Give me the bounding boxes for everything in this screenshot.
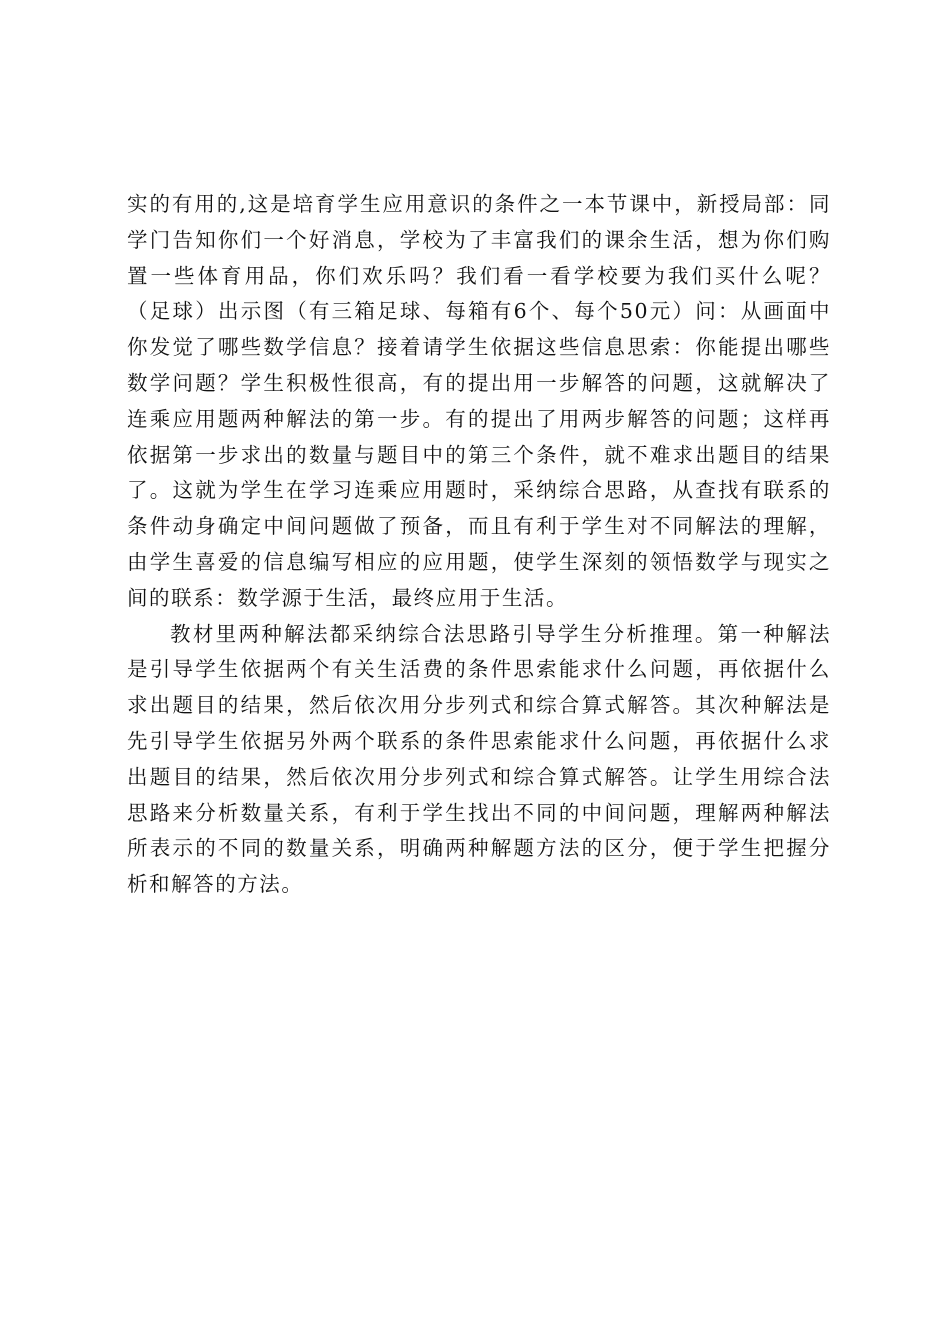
document-body: [127, 187, 831, 903]
paragraph-2: 教材里两种解法都采纳综合法思路引导学生分析推理。第一种解法是引导学生依据两个有关生活费的条件思索能求什么问题，再依据什么求出题目的结果，然后依次用分步列式和综合算式解答。其次种解法是先引导学生依据另外两个联系的条件思索能求什么问题，再依据什么求出题目的结果，然后依次用分步列式和综合算式解答。让学生用综合法思路来分析数量关系，有利于学生找出不同的中间问题，理解两种解法所表示的不同的数量关系，明确两种解题方法的区分，便于学生把握分析和解答的方法。: [127, 621, 831, 897]
paragraph-1: 实的有用的,这是培育学生应用意识的条件之一本节课中，新授局部：同学门告知你们一个好消息，学校为了丰富我们的课余生活，想为你们购置一些体育用品，你们欢乐吗？我们看一看学校要为我们买什么呢？（足球）出示图（有三箱足球、每箱有6个、每个50元）问：从画面中你发觉了哪些数学信息？接着请学生依据这些信息思索：你能提出哪些数学问题？学生积极性很高，有的提出用一步解答的问题，这就解决了连乘应用题两种解法的第一步。有的提出了用两步解答的问题；这样再依据第一步求出的数量与题目中的第三个条件，就不难求出题目的结果了。这就为学生在学习连乘应用题时，采纳综合思路，从查找有联系的条件动身确定中间问题做了预备，而且有利于学生对不同解法的理解，由学生喜爱的信息编写相应的应用题，使学生深刻的领悟数学与现实之间的联系：数学源于生活，最终应用于生活。: [127, 192, 831, 610]
